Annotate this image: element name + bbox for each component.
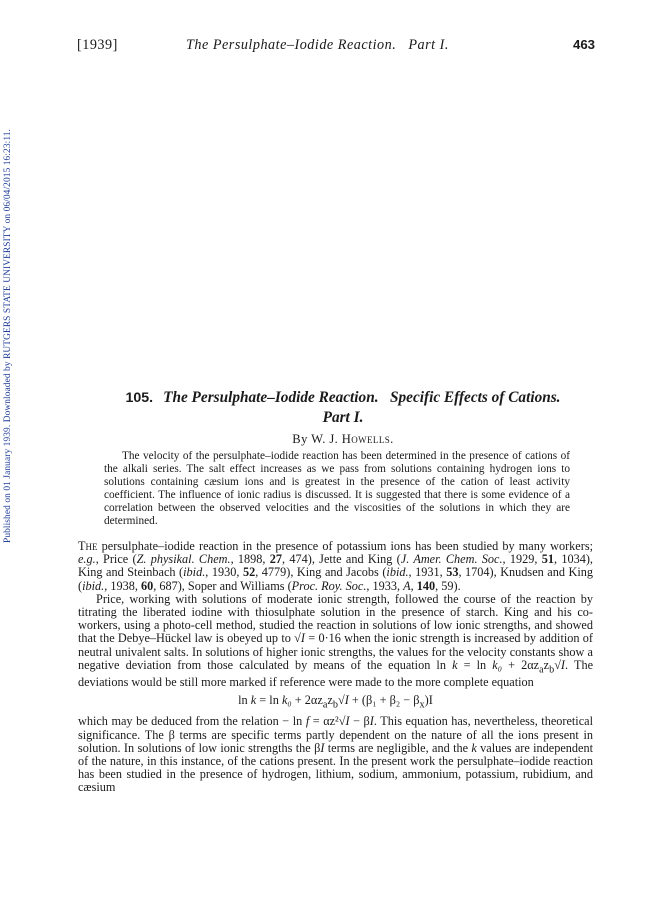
article-subtitle: Part I. [322, 409, 364, 426]
author-name: Howells. [341, 432, 394, 446]
subscript: a [539, 664, 544, 676]
text-run: = αz² [309, 714, 339, 729]
text-run: , 474), Jette and King ( [282, 552, 401, 567]
running-head-year: [1939] [77, 37, 118, 53]
text-run: = ln [457, 657, 493, 672]
volume-number: 27 [269, 552, 283, 567]
text-run: − β [349, 714, 370, 729]
text-run: , 687), Soper and Williams ( [153, 578, 292, 593]
article-title: The Persulphate–Iodide Reaction. Specific Effects of Cations. [163, 389, 561, 406]
eq-part: + 2αz [291, 692, 323, 707]
eq-subscript: a [322, 699, 328, 711]
volume-number: 51 [541, 552, 554, 567]
lead-word: The [78, 539, 98, 553]
text-run: + 2αz [502, 657, 540, 672]
running-head-title: The Persulphate–Iodide Reaction. Part I. [186, 37, 449, 53]
abstract: The velocity of the persulphate–iodide reaction has been determined in the presence of cations of the alkali series. The salt effect increases as we pass from solutions containing hydrogen ions to solutions containing cæsium ions and is greatest in the presence of the cation of least activity coefficient. The influence of ionic radius is discussed. It is suggested that there is some evidence of a correlation between the observed velocities and the viscosities of the solutions in which they are determined. [104, 450, 570, 527]
text-run: terms are negligible, and the [324, 740, 472, 755]
text-run: . The deviations would be still more marked if reference were made to the more complete equation [78, 657, 594, 690]
byline-prefix: By W. J. [292, 432, 342, 446]
eq-part: = ln [256, 692, 282, 707]
text-run: , 1931, [408, 565, 447, 580]
rate-equation [78, 694, 593, 712]
eq-part: ln [238, 692, 251, 707]
text-run: , 1704), Knudsen and King ( [78, 565, 593, 593]
eq-subscript: x [419, 699, 425, 711]
text-run: z [543, 657, 550, 672]
body-text [78, 540, 593, 795]
text-run: , 1938, [104, 578, 141, 593]
text-run: , 1929, [502, 552, 542, 567]
journal-name: ibid. [82, 578, 105, 593]
subscript: b [549, 664, 555, 676]
volume-number: 60 [140, 578, 154, 593]
article-heading [76, 388, 610, 427]
series-letter: A [403, 578, 411, 593]
paragraph-1 [78, 540, 593, 593]
sqrt-term: √I [338, 714, 350, 729]
journal-name: Proc. Roy. Soc. [291, 578, 367, 593]
math-var: I [320, 740, 325, 755]
eq-var: k₀ [281, 692, 292, 707]
text-run: , 59). [435, 578, 461, 593]
journal-name: J. Amer. Chem. Soc. [400, 552, 503, 567]
article-number: 105. [125, 390, 154, 406]
text-run: = 0·16 when the ionic strength is increased by addition of neutral univalent salts. In solutions of higher ionic strengths, the values for the velocity constants show a negative deviation from those calculated by means of the equation ln [78, 631, 593, 672]
journal-name: Z. physikal. Chem. [136, 552, 231, 567]
download-watermark-text: Published on 01 January 1939. Downloaded by RUTGERS STATE UNIVERSITY on 06/04/2015 16:23:11. [3, 129, 13, 543]
paragraph-3 [78, 715, 593, 794]
volume-number: 52 [242, 565, 256, 580]
text-run: , 1034), King and Steinbach ( [78, 552, 593, 580]
eq-part: )I [424, 692, 433, 707]
eq-subscript: b [332, 699, 338, 711]
byline [76, 432, 610, 447]
text-run: . This equation has, nevertheless, theoretical significance. The β terms are specific terms partly dependent on the nature of all the ions present in solution. In solutions of low ionic strengths the β [78, 714, 593, 755]
math-var: f [305, 714, 310, 729]
text-run: , 1933, [366, 578, 404, 593]
text-run: , 1898, [230, 552, 270, 567]
math-var: k [471, 740, 477, 755]
journal-name: ibid. [183, 565, 206, 580]
text-run: , 4779), King and Jacobs ( [255, 565, 387, 580]
eq-sqrt: √I [337, 692, 349, 707]
math-var: I [369, 714, 374, 729]
text-run: Price, working with solutions of moderate ionic strength, followed the course of the reaction by titrating the liberated iodine with thiosulphate solution in the presence of starch. King and his co-workers, using a photo-cell method, studied the reaction in solutions of low ionic strengths, and showed that the Debye–Hückel law is obeyed up to [78, 591, 593, 646]
running-head [77, 37, 597, 55]
eq-var: k [250, 692, 257, 707]
paragraph-2 [78, 593, 593, 690]
math-var: k [452, 657, 458, 672]
eq-part: z [327, 692, 333, 707]
eq-part: + (β₁ + β₂ − β [348, 692, 420, 707]
download-watermark [1, 96, 15, 576]
sqrt-term: √I [294, 631, 305, 646]
sqrt-term: √I [554, 657, 565, 672]
text-run: , [410, 578, 417, 593]
text-run: , 1930, [205, 565, 243, 580]
math-var: k₀ [492, 657, 502, 672]
volume-number: 140 [416, 578, 436, 593]
text-run: e.g. [78, 552, 96, 567]
text-run: values are independent of the nature, in this instance, of the cations present. In the present work the persulphate–iodide reaction has been studied in the presence of hydrogen, lithium, sodium, ammonium, potassium, rubidium, and cæsium [78, 740, 593, 795]
text-run: , Price ( [95, 552, 137, 567]
text-run: persulphate–iodide reaction in the presence of potassium ions has been studied by many workers; [97, 539, 593, 553]
journal-name: ibid. [386, 565, 409, 580]
text-run: which may be deduced from the relation − ln [78, 714, 306, 729]
volume-number: 53 [446, 565, 459, 580]
page-number: 463 [572, 37, 595, 52]
